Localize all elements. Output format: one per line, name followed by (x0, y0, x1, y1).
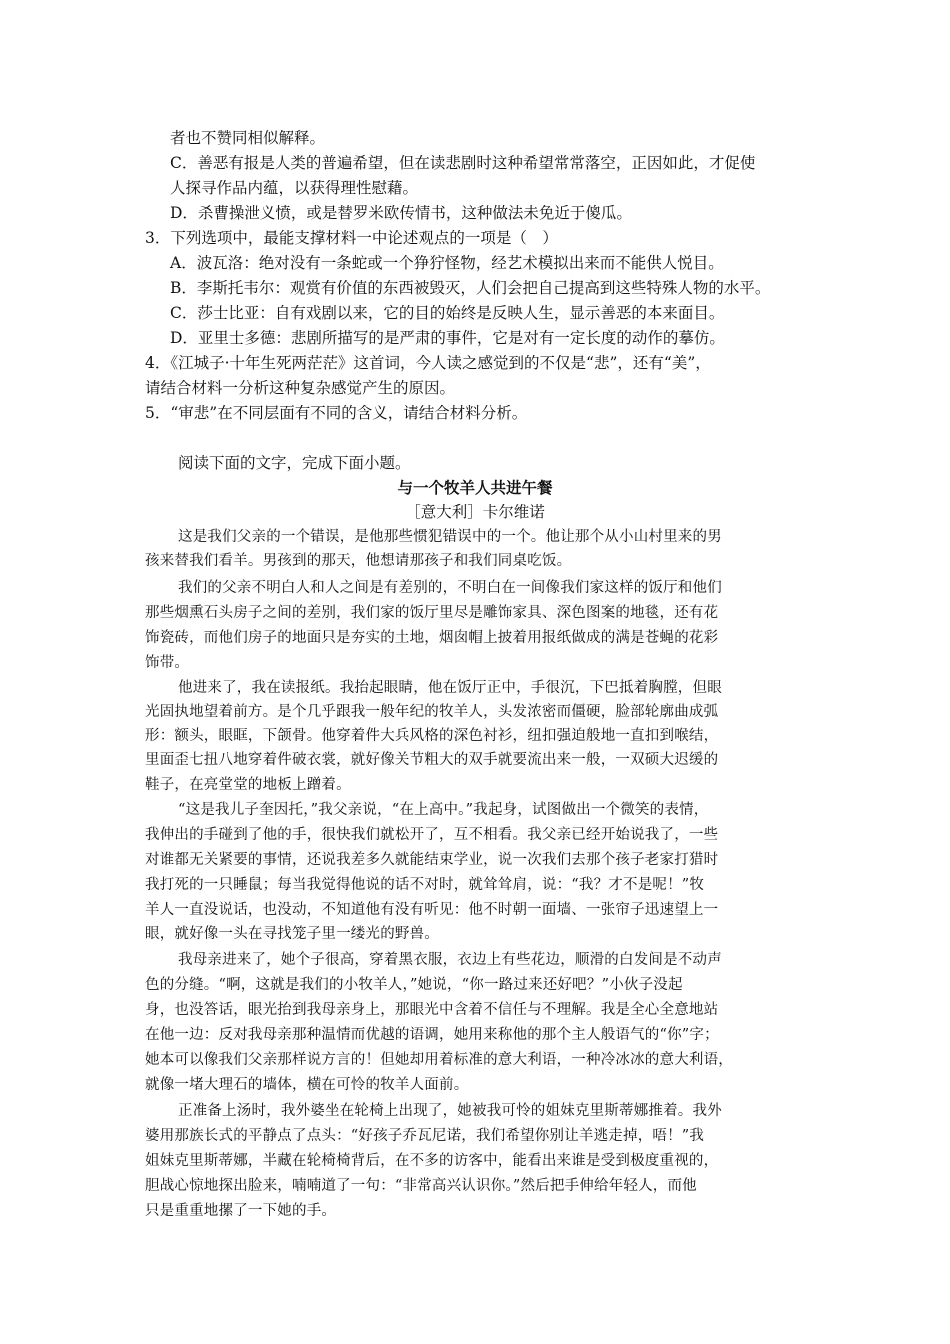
story-title: 与一个牧羊人共进午餐 (397, 478, 553, 497)
paragraph-6-line: 婆用那族长式的平静点了点头：“好孩子乔瓦尼诺，我们希望你别让羊逃走掉，唔！”我 (145, 1128, 705, 1144)
question-3-option-a: A．波瓦洛：绝对没有一条蛇或一个狰狞怪物，经艺术模拟出来而不能供人悦目。 (170, 254, 724, 272)
paragraph-3-line: 里面歪七扭八地穿着件破衣裳，就好像关节粗大的双手就要流出来一般，一双硕大迟缓的 (145, 752, 719, 768)
option-d: D．杀曹操泄义愤，或是替罗米欧传情书，这种做法未免近于傻瓜。 (170, 204, 632, 222)
paragraph-5-line: 我母亲进来了，她个子很高，穿着黑衣服，衣边上有些花边，顺滑的白发间是不动声 (178, 952, 722, 968)
paragraph-3-line: 形：额头，眼眶，下颌骨。他穿着件大兵风格的深色衬衫，纽扣强迫般地一直扣到喉结， (145, 728, 719, 744)
paragraph-1-line: 孩来替我们看羊。男孩到的那天，他想请那孩子和我们同桌吃饭。 (145, 553, 572, 569)
question-3-option-d: D．亚里士多德：悲剧所描写的是严肃的事件，它是对有一定长度的动作的摹仿。 (170, 329, 725, 347)
paragraph-4-line: 我伸出的手碰到了他的手，很快我们就松开了，互不相看。我父亲已经开始说我了，一些 (145, 827, 719, 843)
paragraph-3-line: 鞋子，在亮堂堂的地板上蹭着。 (145, 777, 351, 793)
paragraph-4-line: “这是我儿子奎因托，”我父亲说，“在上高中。”我起身，试图做出一个微笑的表情， (178, 802, 709, 818)
paragraph-5-line: 她本可以像我们父亲那样说方言的！但她却用着标准的意大利语，一种冷冰冰的意大利语， (145, 1052, 733, 1068)
paragraph-5-line: 身，也没答话，眼光抬到我母亲身上，那眼光中含着不信任与不理解。我是全心全意地站 (145, 1002, 719, 1018)
paragraph-4-line: 对谁都无关紧要的事情，还说我差多久就能结束学业，说一次我们去那个孩子老家打猎时 (145, 852, 719, 868)
paragraph-6-line: 正准备上汤时，我外婆坐在轮椅上出现了，她被我可怜的姐妹克里斯蒂娜推着。我外 (178, 1103, 722, 1119)
paragraph-5-line: 在他一边：反对我母亲那种温情而优越的语调，她用来称他的那个主人般语气的“你”字； (145, 1027, 719, 1043)
question-4-line2: 请结合材料一分析这种复杂感觉产生的原因。 (145, 379, 456, 397)
paragraph-4-line: 我打死的一只睡鼠；每当我觉得他说的话不对时，就耸耸肩，说：“我？才不是呢！”牧 (145, 877, 705, 893)
paragraph-2-line: 我们的父亲不明白人和人之间是有差别的，不明白在一间像我们家这样的饭厅和他们 (178, 580, 722, 596)
reading-instruction: 阅读下面的文字，完成下面小题。 (178, 454, 411, 472)
question-3-stem: 3．下列选项中，最能支撑材料一中论述观点的一项是（ ） (145, 229, 558, 247)
paragraph-4-line: 羊人一直没说话，也没动，不知道他有没有听见：他不时朝一面墙、一张帘子迅速望上一 (145, 902, 719, 918)
paragraph-5-line: 色的分缝。“啊，这就是我们的小牧羊人，”她说，“你一路过来还好吧？”小伙子没起 (145, 977, 683, 993)
paragraph-2-line: 饰瓷砖，而他们房子的地面只是夯实的土地，烟囱帽上披着用报纸做成的满是苍蝇的花彩 (145, 630, 719, 646)
story-author: ［意大利］卡尔维诺 (405, 503, 545, 521)
paragraph-3-line: 他进来了，我在读报纸。我抬起眼睛，他在饭厅正中，手很沉，下巴抵着胸膛，但眼 (178, 680, 722, 696)
option-c-line2: 人探寻作品内蕴，以获得理性慰藉。 (170, 179, 419, 197)
paragraph-2-line: 那些烟熏石头房子之间的差别，我们家的饭厅里尽是雕饰家具、深色图案的地毯，还有花 (145, 605, 719, 621)
question-5: 5．“审悲”在不同层面有不同的含义，请结合材料分析。 (145, 404, 528, 422)
question-3-option-b: B．李斯托韦尔：观赏有价值的东西被毁灭，人们会把自己提高到这些特殊人物的水平。 (170, 279, 771, 297)
paragraph-2-line: 饰带。 (145, 655, 190, 671)
option-b-continuation: 者也不赞同相似解释。 (170, 129, 326, 147)
question-3-option-c: C．莎士比亚：自有戏剧以来，它的目的始终是反映人生，显示善恶的本来面目。 (170, 304, 725, 322)
paragraph-4-line: 眼，就好像一头在寻找笼子里一缕光的野兽。 (145, 926, 439, 942)
option-c-line1: C．善恶有报是人类的普遍希望，但在读悲剧时这种希望常常落空，正因如此，才促使 (170, 154, 756, 172)
paragraph-6-line: 姐妹克里斯蒂娜，半藏在轮椅椅背后，在不多的访客中，能看出来谁是受到极度重视的， (145, 1153, 719, 1169)
paragraph-6-line: 只是重重地摞了一下她的手。 (145, 1203, 337, 1219)
paragraph-6-line: 胆战心惊地探出脸来，喃喃道了一句：“非常高兴认识你。”然后把手伸给年轻人，而他 (145, 1178, 697, 1194)
paragraph-3-line: 光固执地望着前方。是个几乎跟我一般年纪的牧羊人，头发浓密而僵硬，脸部轮廓曲成弧 (145, 704, 719, 720)
paragraph-1-line: 这是我们父亲的一个错误，是他那些惯犯错误中的一个。他让那个从小山村里来的男 (178, 529, 722, 545)
question-4-line1: 4．《江城子·十年生死两茫茫》这首词，今人读之感觉到的不仅是“悲”，还有“美”， (145, 354, 711, 372)
paragraph-5-line: 就像一堵大理石的墙体，横在可怜的牧羊人面前。 (145, 1077, 469, 1093)
